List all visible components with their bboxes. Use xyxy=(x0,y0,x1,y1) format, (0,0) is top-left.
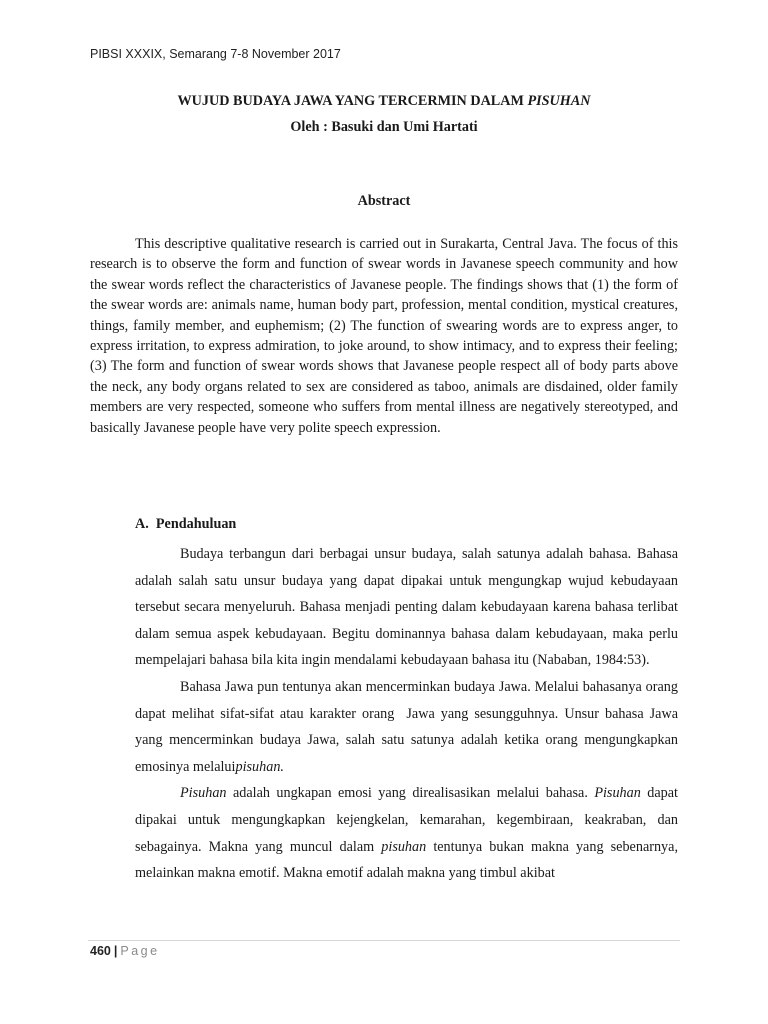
paragraph-1: Budaya terbangun dari berbagai unsur budaya, salah satunya adalah bahasa. Bahasa adalah salah satu unsur budaya yang dapat dipakai untuk mengungkap wujud kebudayaan tersebut secara menyeluruh. Bahasa menjadi penting dalam kebudayaan karena bahasa terlibat dalam semua aspek kebudayaan. Begitu dominannya bahasa dalam kebudayaan, maka perlu mempelajari bahasa bila kita ingin mendalami kebudayaan bahasa itu (Nababan, 1984:53). xyxy=(135,546,678,669)
paragraph-2-text: Bahasa Jawa pun tentunya akan mencerminkan budaya Jawa. Melalui bahasanya orang dapat melihat sifat-sifat atau karakter orang Jawa yang sesungguhnya. Unsur bahasa Jawa yang mencerminkan budaya Jawa, salah satu satunya adalah ketika orang mengungkapkan emosinya melalui xyxy=(135,678,678,775)
footer-separator: | xyxy=(113,944,118,958)
paper-title xyxy=(0,93,768,110)
paragraph-3-italic-2: Pisuhan xyxy=(594,785,641,802)
paragraph-2 xyxy=(135,674,678,780)
paragraph-3-italic-3: pisuhan xyxy=(381,838,427,855)
running-header: PIBSI XXXIX, Semarang 7-8 November 2017 xyxy=(90,47,341,61)
paragraph-3 xyxy=(135,780,678,886)
paragraph-3-text-1: adalah ungkapan emosi yang direalisasikan melalui bahasa. xyxy=(226,785,595,802)
section-heading: A. Pendahuluan xyxy=(135,516,237,532)
paragraph-2-italic: pisuhan. xyxy=(235,758,284,775)
paragraph-3-italic-1: Pisuhan xyxy=(180,785,227,802)
paper-title-text: WUJUD BUDAYA JAWA YANG TERCERMIN DALAM xyxy=(177,93,528,109)
page-number: 460 xyxy=(90,944,111,958)
paragraph-3-text-3: tentunya bukan makna yang sebenarnya, melainkan makna emotif. Makna emotif adalah makna yang timbul akibat xyxy=(135,838,678,882)
abstract-text: This descriptive qualitative research is carried out in Surakarta, Central Java. The focus of this research is to observe the form and function of swear words in Javanese speech community and how the swear words reflect the characteristics of Javanese people. The findings shows that (1) the form of the swear words are: animals name, human body part, profession, mental condition, mystical creatures, things, family member, and euphemism; (2) The function of swearing words are to express anger, to express irritation, to express admiration, to joke around, to show intimacy, and to express their feeling; (3) The form and function of swear words shows that Javanese people respect all of body parts above the neck, any body organs related to sex are considered as taboo, animals are disdained, older family members are very respected, someone who suffers from mental illness are negatively stereotyped, and basically Javanese people have very polite speech expression. xyxy=(90,236,678,436)
page-label: Page xyxy=(120,944,160,958)
paper-title-italic: PISUHAN xyxy=(527,93,591,109)
paragraph-3-text-2: dapat dipakai untuk mengungkapkan kejengkelan, kemarahan, kegembiraan, keakraban, dan sebagainya. Makna yang muncul dalam xyxy=(135,785,678,855)
body-text xyxy=(135,541,678,887)
page-footer xyxy=(90,944,160,958)
footer-divider xyxy=(88,940,680,941)
paper-authors: Oleh : Basuki dan Umi Hartati xyxy=(290,119,478,135)
abstract-heading: Abstract xyxy=(357,193,411,209)
